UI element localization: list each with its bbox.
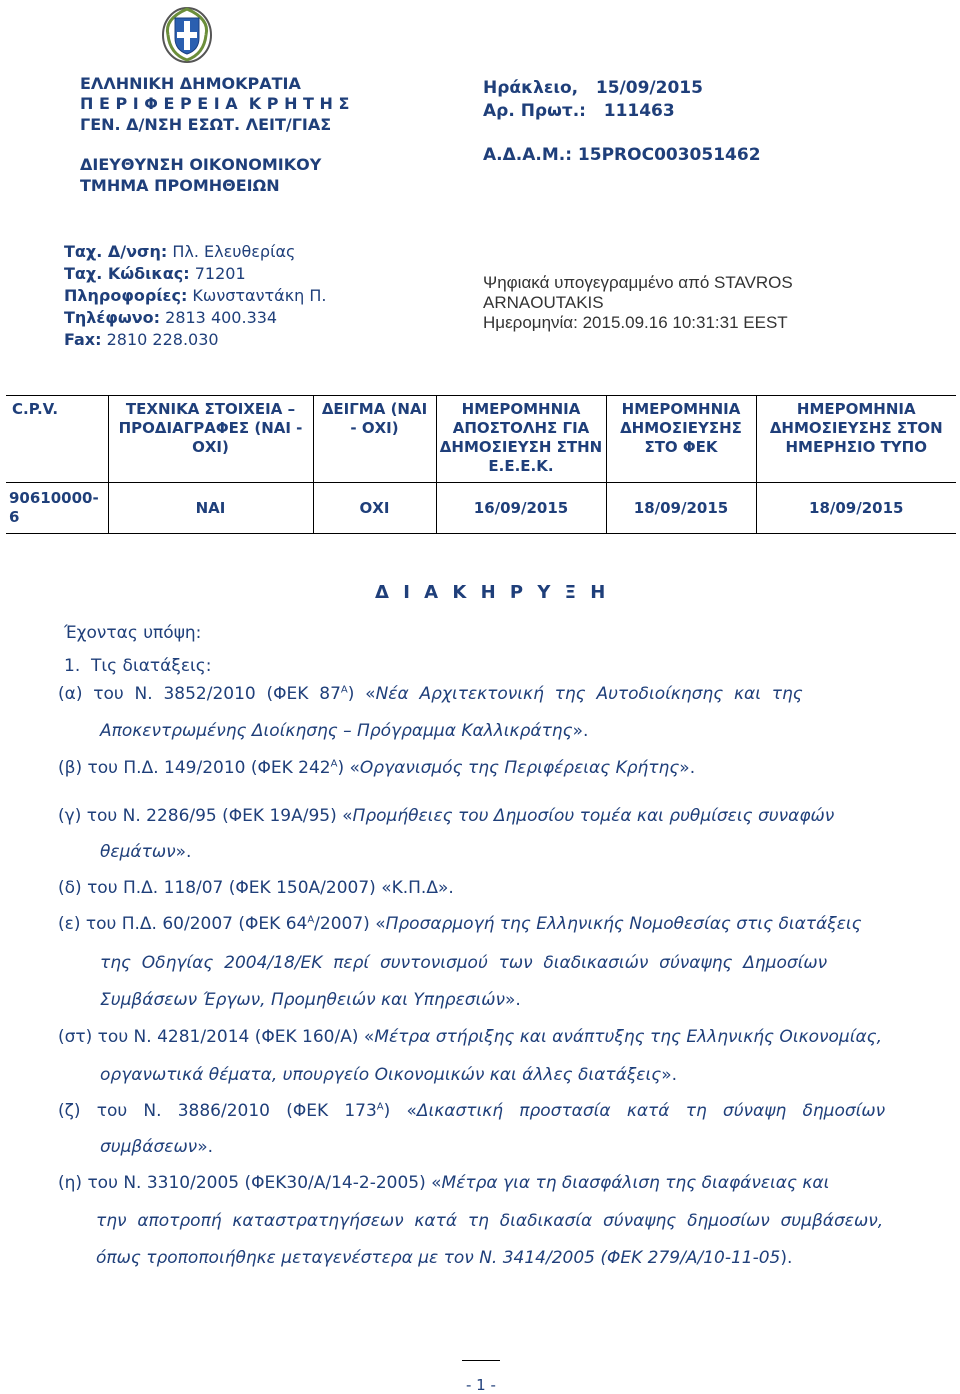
- item-a-line-2: Αποκεντρωμένης Διοίκησης – Πρόγραμμα Καλλικράτης».: [100, 721, 589, 741]
- contact-address: Ταχ. Δ/νση: Πλ. Ελευθερίας: [64, 242, 296, 261]
- item-e-line-1: (ε) του Π.Δ. 60/2007 (ΦΕΚ $64^A/2007$) «Προσαρμογή της Ελληνικής Νομοθεσίας στις διατάξεις: [58, 914, 862, 934]
- item-e-line-3: Συμβάσεων Έργων, Προμηθειών και Υπηρεσιών».: [100, 990, 521, 1010]
- header-cpv: C.P.V.: [6, 396, 108, 483]
- item-h-line-1: (η) του Ν. 3310/2005 (ΦΕΚ30/Α/14-2-2005) «Μέτρα για τη διασφάλιση της διαφάνειας και: [58, 1173, 830, 1193]
- cell-fek-date: 18/09/2015: [606, 483, 756, 534]
- item-a-line-1: (α) του Ν. 3852/2010 (ΦΕΚ $87^A$) «Νέα Αρχιτεκτονική της Αυτοδιοίκησης και της: [58, 684, 803, 704]
- cpv-table: [6, 395, 956, 534]
- item-b: (β) του Π.Δ. 149/2010 (ΦΕΚ $242^A$) «Οργανισμός της Περιφέρειας Κρήτης».: [58, 758, 696, 778]
- header-send-date: ΗΜΕΡΟΜΗΝΙΑ ΑΠΟΣΤΟΛΗΣ ΓΙΑ ΔΗΜΟΣΙΕΥΣΗ ΣΤΗΝ Ε.Ε.Ε.Κ.: [436, 396, 606, 483]
- table-header-row: [6, 396, 956, 483]
- item-z-line-2: συμβάσεων».: [100, 1137, 213, 1157]
- page-number: - 1 -: [466, 1376, 496, 1394]
- table-row: [6, 483, 956, 534]
- place-date: Ηράκλειο, 15/09/2015: [483, 78, 703, 98]
- org-line-5: ΤΜΗΜΑ ΠΡΟΜΗΘΕΙΩΝ: [80, 176, 280, 195]
- greek-coat-of-arms-icon: [160, 4, 214, 64]
- item-h-line-2: την αποτροπή καταστρατηγήσεων κατά τη διαδικασία σύναψης δημοσίων συμβάσεων,: [96, 1211, 884, 1231]
- cell-technical-specs: ΝΑΙ: [108, 483, 313, 534]
- cell-press-date: 18/09/2015: [756, 483, 956, 534]
- cell-cpv: 90610000-6: [6, 483, 108, 534]
- item-st-line-2: οργανωτικά θέματα, υπουργείο Οικονομικών και άλλες διατάξεις».: [100, 1065, 678, 1085]
- document-title: Δ Ι Α Κ Η Ρ Υ Ξ Η: [375, 582, 610, 603]
- header-press-date: ΗΜΕΡΟΜΗΝΙΑ ΔΗΜΟΣΙΕΥΣΗΣ ΣΤΟΝ ΗΜΕΡΗΣΙΟ ΤΥΠΟ: [756, 396, 956, 483]
- org-line-1: ΕΛΛΗΝΙΚΗ ΔΗΜΟΚΡΑΤΙΑ: [80, 74, 301, 93]
- cell-sample: ΟΧΙ: [313, 483, 436, 534]
- item-c-line-1: (γ) του Ν. 2286/95 (ΦΕΚ 19Α/95) «Προμήθειες του Δημοσίου τομέα και ρυθμίσεις συναφών: [58, 806, 835, 826]
- org-line-3: ΓΕΝ. Δ/ΝΣΗ ΕΣΩΤ. ΛΕΙΤ/ΓΙΑΣ: [80, 115, 332, 134]
- item-z-line-1: (ζ) του Ν. 3886/2010 (ΦΕΚ $173^A$) «Δικαστική προστασία κατά τη σύναψη δημοσίων: [58, 1101, 886, 1121]
- intro-text: Έχοντας υπόψη:: [64, 623, 202, 643]
- org-line-2: Π Ε Ρ Ι Φ Ε Ρ Ε Ι Α Κ Ρ Η Τ Η Σ: [80, 94, 350, 113]
- header-fek-date: ΗΜΕΡΟΜΗΝΙΑ ΔΗΜΟΣΙΕΥΣΗΣ ΣΤΟ ΦΕΚ: [606, 396, 756, 483]
- signature-line-3: Ημερομηνία: 2015.09.16 10:31:31 EEST: [483, 313, 788, 332]
- header-sample: ΔΕΙΓΜΑ (ΝΑΙ - ΟΧΙ): [313, 396, 436, 483]
- cell-send-date: 16/09/2015: [436, 483, 606, 534]
- adam-number: Α.Δ.Α.Μ.: 15PROC003051462: [483, 145, 761, 165]
- item-h-line-3: όπως τροποποιήθηκε μεταγενέστερα με τον Ν. 3414/2005 (ΦΕΚ 279/Α/10-11-05).: [96, 1248, 793, 1268]
- contact-postcode: Ταχ. Κώδικας: 71201: [64, 264, 246, 283]
- item-st-line-1: (στ) του Ν. 4281/2014 (ΦΕΚ 160/Α) «Μέτρα στήριξης και ανάπτυξης της Ελληνικής Οικονομίας,: [58, 1027, 883, 1047]
- point-1: 1. Τις διατάξεις:: [64, 656, 212, 676]
- item-d: (δ) του Π.Δ. 118/07 (ΦΕΚ 150Α/2007) «Κ.Π.Δ».: [58, 878, 454, 898]
- signature-line-2: ARNAOUTAKIS: [483, 293, 604, 312]
- contact-fax: Fax: 2810 228.030: [64, 330, 219, 349]
- org-line-4: ΔΙΕΥΘΥΝΣΗ ΟΙΚΟΝΟΜΙΚΟΥ: [80, 155, 322, 174]
- contact-phone: Τηλέφωνο: 2813 400.334: [64, 308, 278, 327]
- contact-info: Πληροφορίες: Κωνσταντάκη Π.: [64, 286, 327, 305]
- header-technical-specs: ΤΕΧΝΙΚΑ ΣΤΟΙΧΕΙΑ – ΠΡΟΔΙΑΓΡΑΦΕΣ (ΝΑΙ - ΟΧΙ): [108, 396, 313, 483]
- item-e-line-2: της Οδηγίας 2004/18/ΕΚ περί συντονισμού των διαδικασιών σύναψης Δημοσίων: [100, 953, 828, 973]
- item-c-line-2: θεμάτων».: [100, 842, 192, 862]
- footer-divider: [462, 1360, 500, 1361]
- signature-line-1: Ψηφιακά υπογεγραμμένο από STAVROS: [483, 273, 793, 292]
- protocol-number: Αρ. Πρωτ.: 111463: [483, 101, 675, 121]
